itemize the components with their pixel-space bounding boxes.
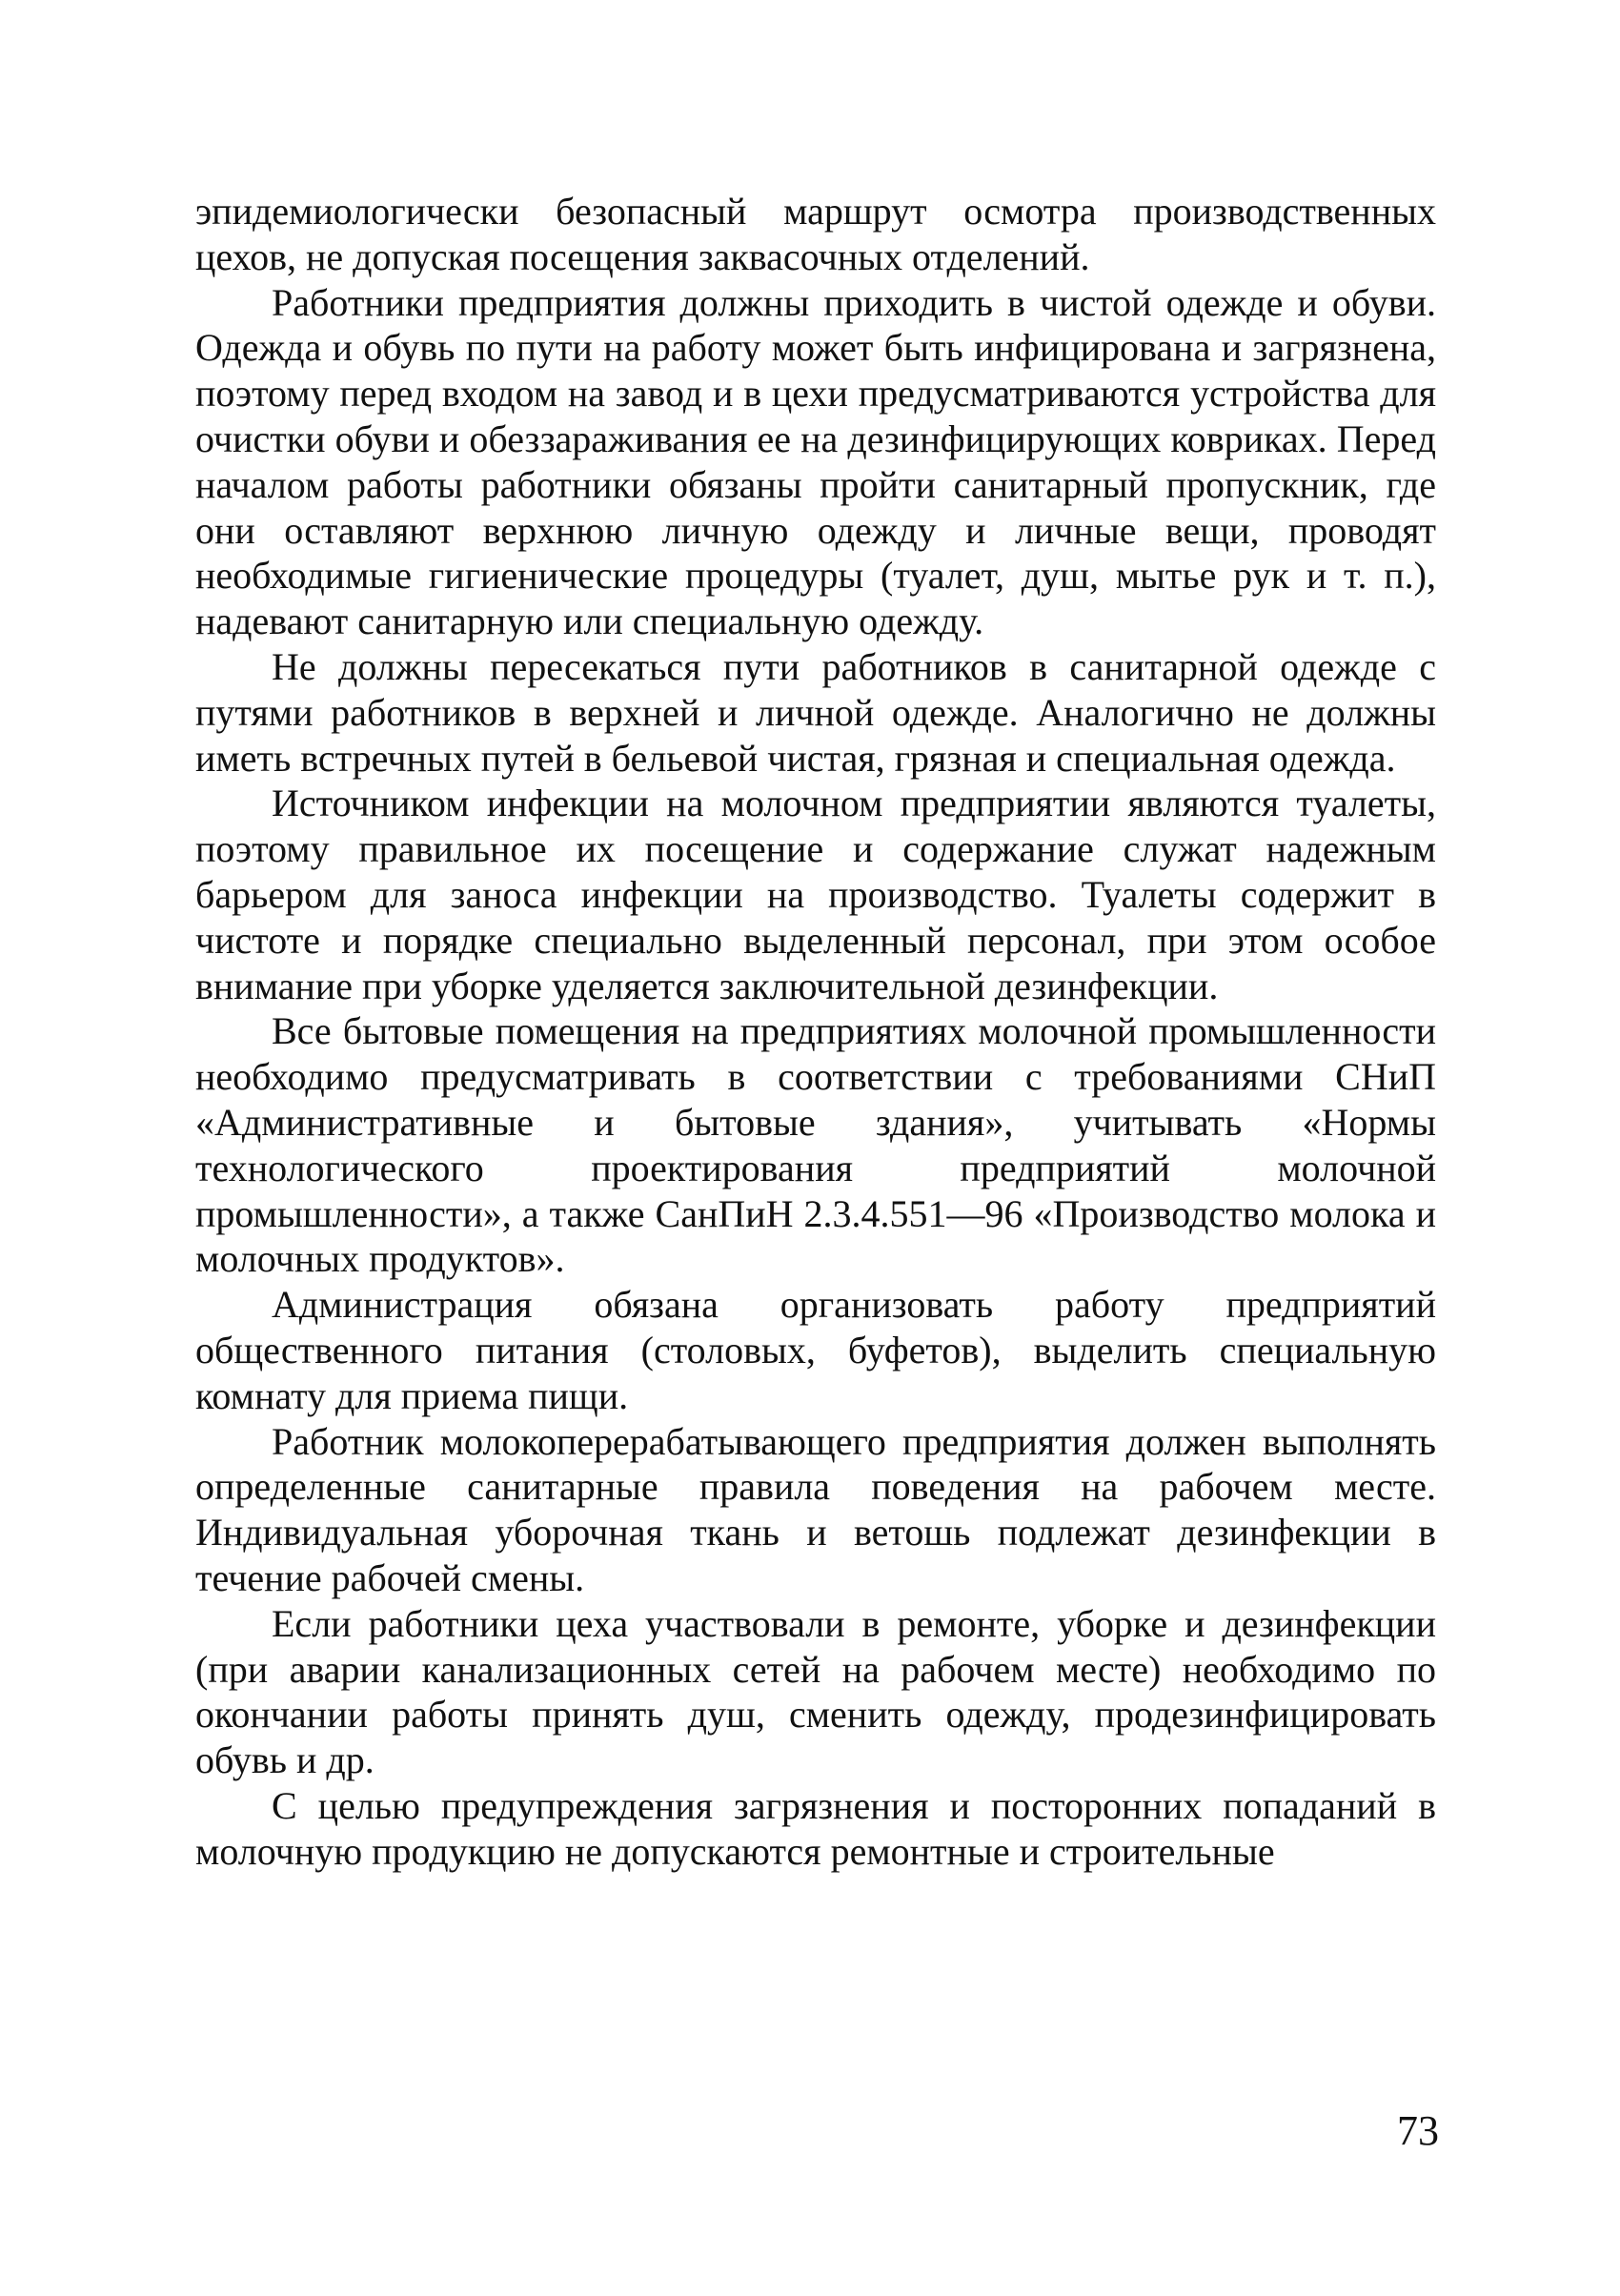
paragraph-repair: Если работники цеха участвовали в ремонте, уборке и дезинфекции (при аварии канализационных сетей на рабочем месте) необходимо по окончании работы принять душ, сменить одежду, продезинфицировать обувь и др. bbox=[195, 1601, 1436, 1782]
paragraph-workplace-rules: Работник молокоперерабатывающего предприятия должен выполнять определенные санитарные правила поведения на рабочем месте. Индивидуальная уборочная ткань и ветошь подлежат дезинфекции в течение рабочей смены. bbox=[195, 1419, 1436, 1599]
paragraph-toilets: Источником инфекции на молочном предприятии являются туалеты, поэтому правильное их посещение и содержание служат надежным барьером для заноса инфекции на производство. Туалеты содержит в чистоте и порядке специально выделенный персонал, при этом особое внимание при уборке уделяется заключительной дезинфекции. bbox=[195, 782, 1436, 1007]
paragraph-prevention: С целью предупреждения загрязнения и посторонних попаданий в молочную продукцию не допускаются ремонтные и строительные bbox=[195, 1783, 1436, 1873]
paragraph-continuation: эпидемиологически безопасный маршрут осмотра производственных цехов, не допуская посещения заквасочных отделений. bbox=[195, 190, 1436, 278]
body-text bbox=[195, 189, 1436, 1874]
paragraph-paths: Не должны пересекаться пути работников в санитарной одежде с путями работников в верхней и личной одежде. Аналогично не должны иметь встречных путей в бельевой чистая, грязная и специальная одежда. bbox=[195, 644, 1436, 780]
page-number: 73 bbox=[1397, 2107, 1439, 2154]
paragraph-administration: Администрация обязана организовать работу предприятий общественного питания (столовых, буфетов), выделить специальную комнату для приема пищи. bbox=[195, 1283, 1436, 1417]
paragraph-workers-clothing: Работники предприятия должны приходить в чистой одежде и обуви. Одежда и обувь по пути на работу может быть инфицирована и загрязнена, поэтому перед входом на завод и в цехи предусматриваются устройства для очистки обуви и обеззараживания ее на дезинфицирующих ковриках. Перед началом работы работники обязаны пройти санитарный пропускник, где они оставляют верхнюю личную одежду и личные вещи, проводят необходимые гигиенические процедуры (туалет, душ, мытье рук и т. п.), надевают санитарную или специальную одежду. bbox=[195, 280, 1436, 643]
paragraph-facilities: Все бытовые помещения на предприятиях молочной промышленности необходимо предусматривать в соответствии с требованиями СНиП «Административные и бытовые здания», учитывать «Нормы технологического проектирования предприятий молочной промышленности», а также СанПиН 2.3.4.551—96 «Производство молока и молочных продуктов». bbox=[195, 1009, 1436, 1281]
